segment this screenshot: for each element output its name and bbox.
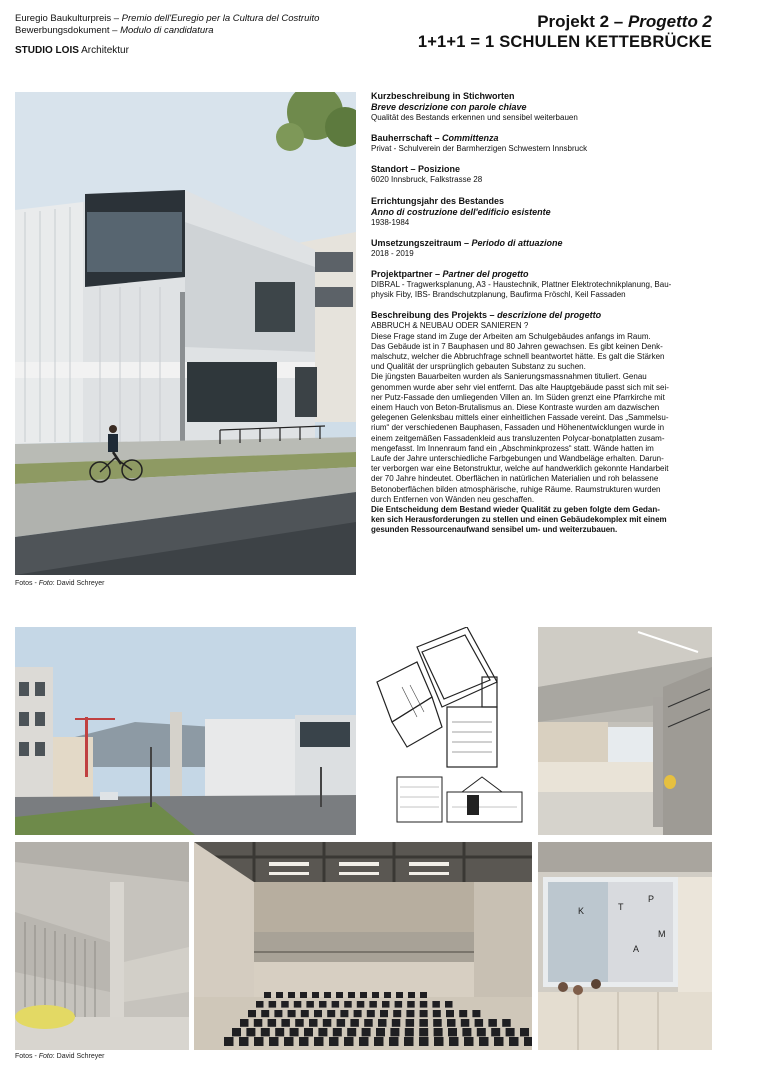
project-number: Projekt 2 – Progetto 2 — [537, 12, 712, 31]
photo-classroom — [538, 842, 712, 1050]
description-line: Das Gebäude ist in 7 Bauphasen und 80 Jahren gewachsen. Es gibt keinen Denk- — [371, 341, 663, 351]
description-line: Die jüngsten Bauarbeiten wurden als Sanierungsmassnahmen tituliert. Genau — [371, 372, 647, 382]
document-line: Bewerbungsdokument – Modulo di candidatura — [15, 25, 214, 36]
section-location: Standort – Posizione 6020 Innsbruck, Falkstrasse 28 — [371, 164, 483, 185]
photo-interior-reception — [538, 627, 712, 835]
description-line: mengefasst. Im Innenraum fand ein „Abschminkprozess“ statt. Wände hatten im — [371, 443, 654, 453]
description-line: einem zeitgemäßen Fassadenkleid aus transluzenten Polycar-bonatplatten zusam- — [371, 433, 665, 443]
caption-bottom: Fotos - Foto: David Schreyer — [15, 1053, 105, 1060]
svg-text:P: P — [648, 894, 655, 904]
section-project-description: Beschreibung des Projekts – descrizione del progetto ABBRUCH & NEUBAU ODER SANIEREN ? Diese Frage stand im Zuge der Arbeiten am Schulgebäudes anfangs im Raum. Das Gebäude ist in 7 Bauphasen und 80 Jahren gewachsen. Es gibt keinen Denk- malschutz, welcher die Abbruchfrage schnell beantwortet hätte. Es galt die Stärken und Qualität der ursprünglich gebauten Substanz zu suchen. Die jüngsten Bauarbeiten wurden als Sanierungsmassnahmen tituliert. Genau genommen wurde aber sehr viel entfernt. Das alte Hauptgebäude passt sich mit sei- ner Putz-Fassade den umliegenden Villen an. Im Süden grenzt eine Pfarrkirche mit einem Hauch von Beton-Brutalismus an. Diese Kontraste wurden am dazwischen gelegenen Gelenksbau mittels einer einheitlichen Fassade vereint. Das „Sammelsu- rium“ der verschiedenen Bauphasen, Fassaden und Höhenentwicklungen wurde in einem zeitgemäßen Fassadenkleid aus transluzenten Polycar-bonatplatten zusam- mengefasst. Im Innenraum fand ein „Abschminkprozess“ statt. Wände hatten im Laufe der Jahre unterschiedliche Farbgebungen und Wandbeläge erhalten. Darun- ter verborgen war eine Betonstruktur, welche auf handwerklich gekonnte Handarbeit der 70 Jahre hindeutet. Oberflächen in natürlichen Materialien und roh belassene Betonoberflächen bilden atmosphärische, ruhige Räume. Raumstrukturen wurden durch Entfernen von Wänden neu geschaffen. Die Entscheidung dem Bestand wieder Qualität zu geben folgte dem Gedan- ken sich Herausforderungen zu stellen und einen Gebäudekomplex mit einem gesunden Ressourcenaufwand sensibel um- und weiterzubauen. — [371, 310, 716, 535]
section-project-partners: Projektpartner – Partner del progetto DIBRAL - Tragwerksplanung, A3 - Haustechnik, Plattner Elektrotechnikplanung, Bau- physik Fiby, IBS- Brandschutzplanung, Baufirma Fröschl, Keil Fassaden — [371, 269, 672, 300]
description-subtitle: ABBRUCH & NEUBAU ODER SANIEREN ? — [371, 321, 529, 331]
svg-text:T: T — [618, 902, 624, 912]
description-line: malschutz, welcher die Abbruchfrage schnell beantwortet hätte. Es galt die Stärken — [371, 352, 665, 362]
description-line: Diese Frage stand im Zuge der Arbeiten am Schulgebäudes anfangs im Raum. — [371, 331, 651, 341]
description-line: ter verborgen war eine Betonstruktur, welche auf handwerklich gekonnte Handarbeit — [371, 464, 669, 474]
competition-line: Euregio Baukulturpreis – Premio dell'Euregio per la Cultura del Costruito — [15, 13, 320, 24]
description-line: einem Hauch von Beton-Brutalismus an. Diese Kontraste wurden am dazwischen — [371, 403, 660, 413]
section-short-description: Kurzbeschreibung in Stichworten Breve descrizione con parole chiave Qualität des Bestands erkennen und sensibel weiterbauen — [371, 91, 578, 122]
description-line: genommen wurde aber sehr viel entfernt. Das alte Hauptgebäude passt sich mit sei- — [371, 382, 669, 392]
description-line: Betonoberflächen bilden atmosphärische, ruhige Räume. Raumstrukturen wurden — [371, 484, 661, 494]
description-line: durch Entfernen von Wänden neu geschaffen. — [371, 494, 535, 504]
description-line: gelegenen Gelenksbau mittels einer einheitlichen Fassade vereint. Das „Sammelsu- — [371, 413, 669, 423]
description-line: und Qualität der ursprünglich gebauten Substanz zu suchen. — [371, 362, 586, 372]
description-conclusion-line: gesunden Ressourcenaufwand sensibel um- und weiterzubauen. — [371, 525, 618, 535]
photo-exterior-main — [15, 92, 356, 575]
svg-text:A: A — [633, 944, 640, 954]
project-title: 1+1+1 = 1 SCHULEN KETTEBRÜCKE — [417, 33, 712, 51]
header-left — [15, 13, 319, 37]
svg-text:K: K — [578, 906, 585, 916]
description-conclusion-line: Die Entscheidung dem Bestand wieder Qualität zu geben folgte dem Gedan- — [371, 505, 660, 515]
caption-top: Fotos - Foto: David Schreyer — [15, 580, 105, 587]
description-column — [371, 91, 716, 546]
project-header — [418, 12, 712, 52]
photo-street-view — [15, 627, 356, 835]
description-line: der 70 Jahre hindeutet. Oberflächen in natürlichen Materialien und roh belassene — [371, 474, 659, 484]
svg-text:M: M — [658, 929, 666, 939]
description-conclusion-line: ken sich Herausforderungen zu stellen und einen Gebäudekomplex mit einem — [371, 515, 667, 525]
section-implementation-period: Umsetzungszeitraum – Periodo di attuazione 2018 - 2019 — [371, 237, 563, 258]
description-line: Laufe der Jahre unterschiedliche Farbgebungen und Wandbeläge erhalten. Darun- — [371, 454, 664, 464]
studio-name: STUDIO LOIS Architektur — [15, 45, 129, 56]
description-line: ner Putz-Fassade den umliegenden Villen an. Im Süden grenzt eine Pfarrkirche mit — [371, 392, 665, 402]
photo-concrete-stair — [15, 842, 189, 1050]
description-line: rium“ der verschiedenen Bauphasen, Fassaden und Höhenentwicklungen wurde in — [371, 423, 665, 433]
photo-auditorium — [194, 842, 532, 1050]
floor-plan-drawing — [362, 627, 532, 835]
section-construction-year: Errichtungsjahr des Bestandes Anno di costruzione dell'edificio esistente 1938-1984 — [371, 195, 551, 227]
section-client: Bauherrschaft – Committenza Privat - Schulverein der Barmherzigen Schwestern Innsbruck — [371, 133, 588, 154]
